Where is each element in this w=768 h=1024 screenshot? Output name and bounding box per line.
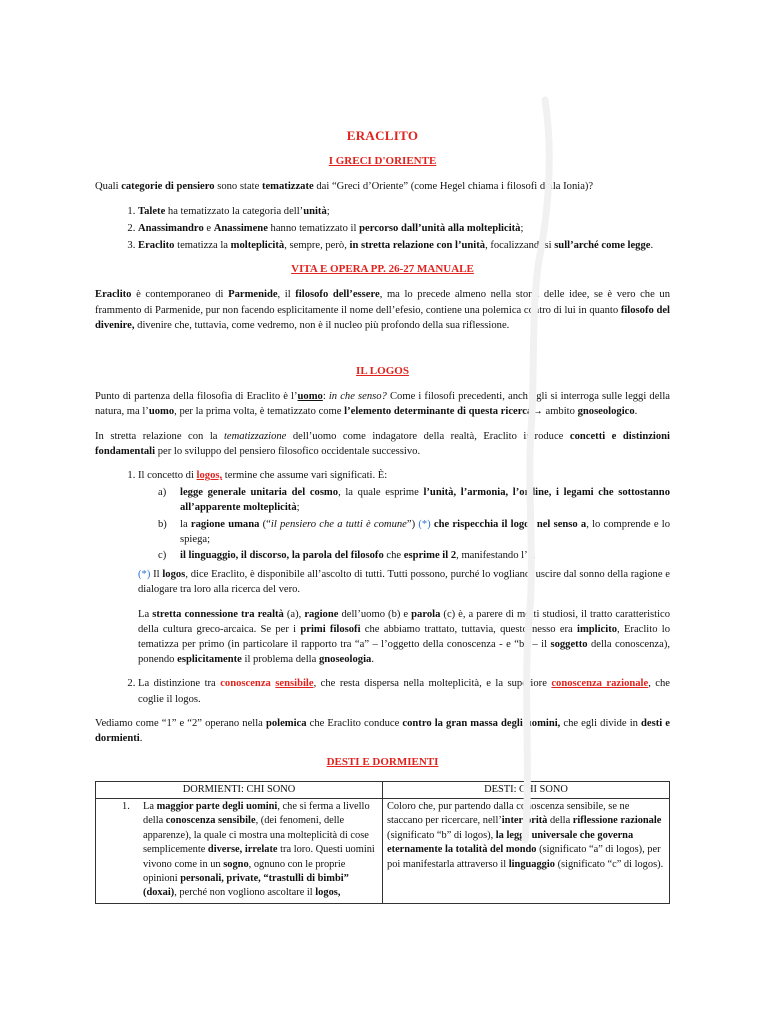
dormienti-cell: 1. La maggior parte degli uomini, che si ferma a livello della conoscenza sensibile, (dei fenomeni, delle apparenze), la quale ci mostra una molteplicità di cose semplicemente diverse, irrelate tra loro. Questi uomini vivono come in un sogno, ognuno con le proprie opinioni personali, private, “trastulli di bimbi” (doxai), perché non vogliono ascoltare il logos,: [96, 798, 383, 903]
logos-note: (*) Il logos, dice Eraclito, è disponibile all’ascolto di tutti. Tutti possono, purché lo vogliano, uscire dal sonno della ragione e dialogare tra loro alla ricerca del vero.: [138, 569, 670, 596]
logos-paragraph-1: Punto di partenza della filosofia di Eraclito è l’uomo: in che senso? Come i filosofi precedenti, anch’egli si interroga sulle leggi della natura, ma l’uomo, per la prima volta, è tematizzato come l’elemento determinante di questa ricerca→ ambito gnoseologico.: [95, 391, 670, 418]
list-item: b) la ragione umana (“il pensiero che a tutti è comune”) (*) che rispecchia il logos nel senso a, lo comprende e lo spiega;: [158, 518, 670, 545]
heading-desti-dormienti: DESTI E DORMIENTI: [326, 756, 439, 769]
desti-dormienti-table: [95, 781, 670, 904]
spacer: [95, 342, 670, 364]
list-item: 1. Il concetto di logos, termine che assume vari significati. È: a) legge generale unitaria del cosmo, la quale esprime l’unità, l’armonia, l’ordine, i legami che sottostanno all’apparente molteplicità; b) la ragione umana (“il pensiero che a tutti è comune”) (*) che rispecchia il logos nel senso a, lo comprende e lo spiega; c) il linguaggio, il discorso, la parola del filosofo che esprime il 2, manifestando l’1. (*) Il logos, dice Eraclito, è disponibile all’ascolto di tutti. Tutti possono, purché lo vogliano, uscire dal sonno della ragione e dialogare tra loro alla ricerca del vero. La stretta connessione tra realtà (a), ragione dell’uomo (b) e parola (c) è, a parere di molti studiosi, il tratto caratteristico della cultura greco-arcaica. Se per i primi filosofi che abbiamo trattato, tuttavia, questo nesso era implicito, Eraclito lo tematizza per primo (in particolare il rapporto tra “a” – l’oggetto della conoscenza - e “b” – il soggetto della conoscenza), ponendo esplicitamente il problema della gnoseologia.: [138, 468, 670, 667]
list-item: 2. La distinzione tra conoscenza sensibile, che resta dispersa nella molteplicità, e la superiore conoscenza razionale, che coglie il logos.: [138, 676, 670, 706]
list-item: c) il linguaggio, il discorso, la parola del filosofo che esprime il 2, manifestando l’1.: [158, 550, 536, 562]
heading-logos: IL LOGOS: [356, 365, 409, 378]
desti-cell: Coloro che, pur partendo dalla conoscenza sensibile, se ne staccano per ricercare, nell’interiorità della riflessione razionale (significato “b” di logos), la legge universale che governa eternamente la totalità del mondo (significato “a” di logos), per poi manifestarla attraverso il linguaggio (significato “c” di logos).: [383, 798, 670, 903]
table-row: [96, 798, 670, 903]
heading-greci-oriente: I GRECI D'ORIENTE: [328, 155, 437, 168]
heading-vita-opera: VITA E OPERA PP. 26-27 MANUALE: [291, 263, 474, 276]
vediamo-paragraph: Vediamo come “1” e “2” operano nella polemica che Eraclito conduce contro la gran massa degli uomini, che egli divide in desti e dormienti.: [95, 717, 670, 745]
table-header-row: [96, 781, 670, 798]
connessione-paragraph: La stretta connessione tra realtà (a), ragione dell’uomo (b) e parola (c) è, a parere di molti studiosi, il tratto caratteristico della cultura greco-arcaica. Se per i primi filosofi che abbiamo trattato, tuttavia, questo nesso era implicito, Eraclito lo tematizza per primo (in particolare il rapporto tra “a” – l’oggetto della conoscenza - e “b” – il soggetto della conoscenza), ponendo esplicitamente il problema della gnoseologia.: [138, 608, 671, 666]
question-paragraph: Quali categorie di pensiero sono state tematizzate dai “Greci d’Oriente” (come Hegel chiama i filosofi della Ionia)?: [95, 181, 594, 193]
document-body: [95, 128, 670, 904]
greci-list: [95, 204, 670, 254]
list-item: 2. Anassimandro e Anassimene hanno tematizzato il percorso dall’unità alla molteplicità;: [138, 221, 670, 236]
vita-paragraph: Eraclito è contemporaneo di Parmenide, il filosofo dell’essere, ma lo precede almeno nella storia delle idee, se è vero che un frammento di Parmenide, pur non facendo esplicitamente il nome dell’efesio, contiene una polemica contro di lui in quanto filosofo del divenire, divenire che, tuttavia, come vedremo, non è il nucleo più profondo della sua riflessione.: [95, 289, 670, 331]
column-header-desti: DESTI: CHI SONO: [383, 781, 670, 798]
list-item: 3. Eraclito tematizza la molteplicità, sempre, però, in stretta relazione con l’unità, focalizzandosi sull’arché come legge.: [138, 238, 670, 253]
logos-meanings-list: [138, 485, 670, 563]
column-header-dormienti: DORMIENTI: CHI SONO: [96, 781, 383, 798]
list-item: a) legge generale unitaria del cosmo, la quale esprime l’unità, l’armonia, l’ordine, i legami che sottostanno all’apparente molteplicità;: [158, 487, 670, 514]
list-item: 1. Talete ha tematizzato la categoria dell’unità;: [138, 204, 670, 219]
logos-list: [95, 468, 670, 707]
document-title: ERACLITO: [346, 128, 419, 143]
watermark-stroke-icon: [505, 90, 565, 850]
logos-paragraph-2: In stretta relazione con la tematizzazione dell’uomo come indagatore della realtà, Eraclito introduce concetti e distinzioni fondamentali per lo sviluppo del pensiero filosofico occidentale successivo.: [95, 430, 670, 457]
